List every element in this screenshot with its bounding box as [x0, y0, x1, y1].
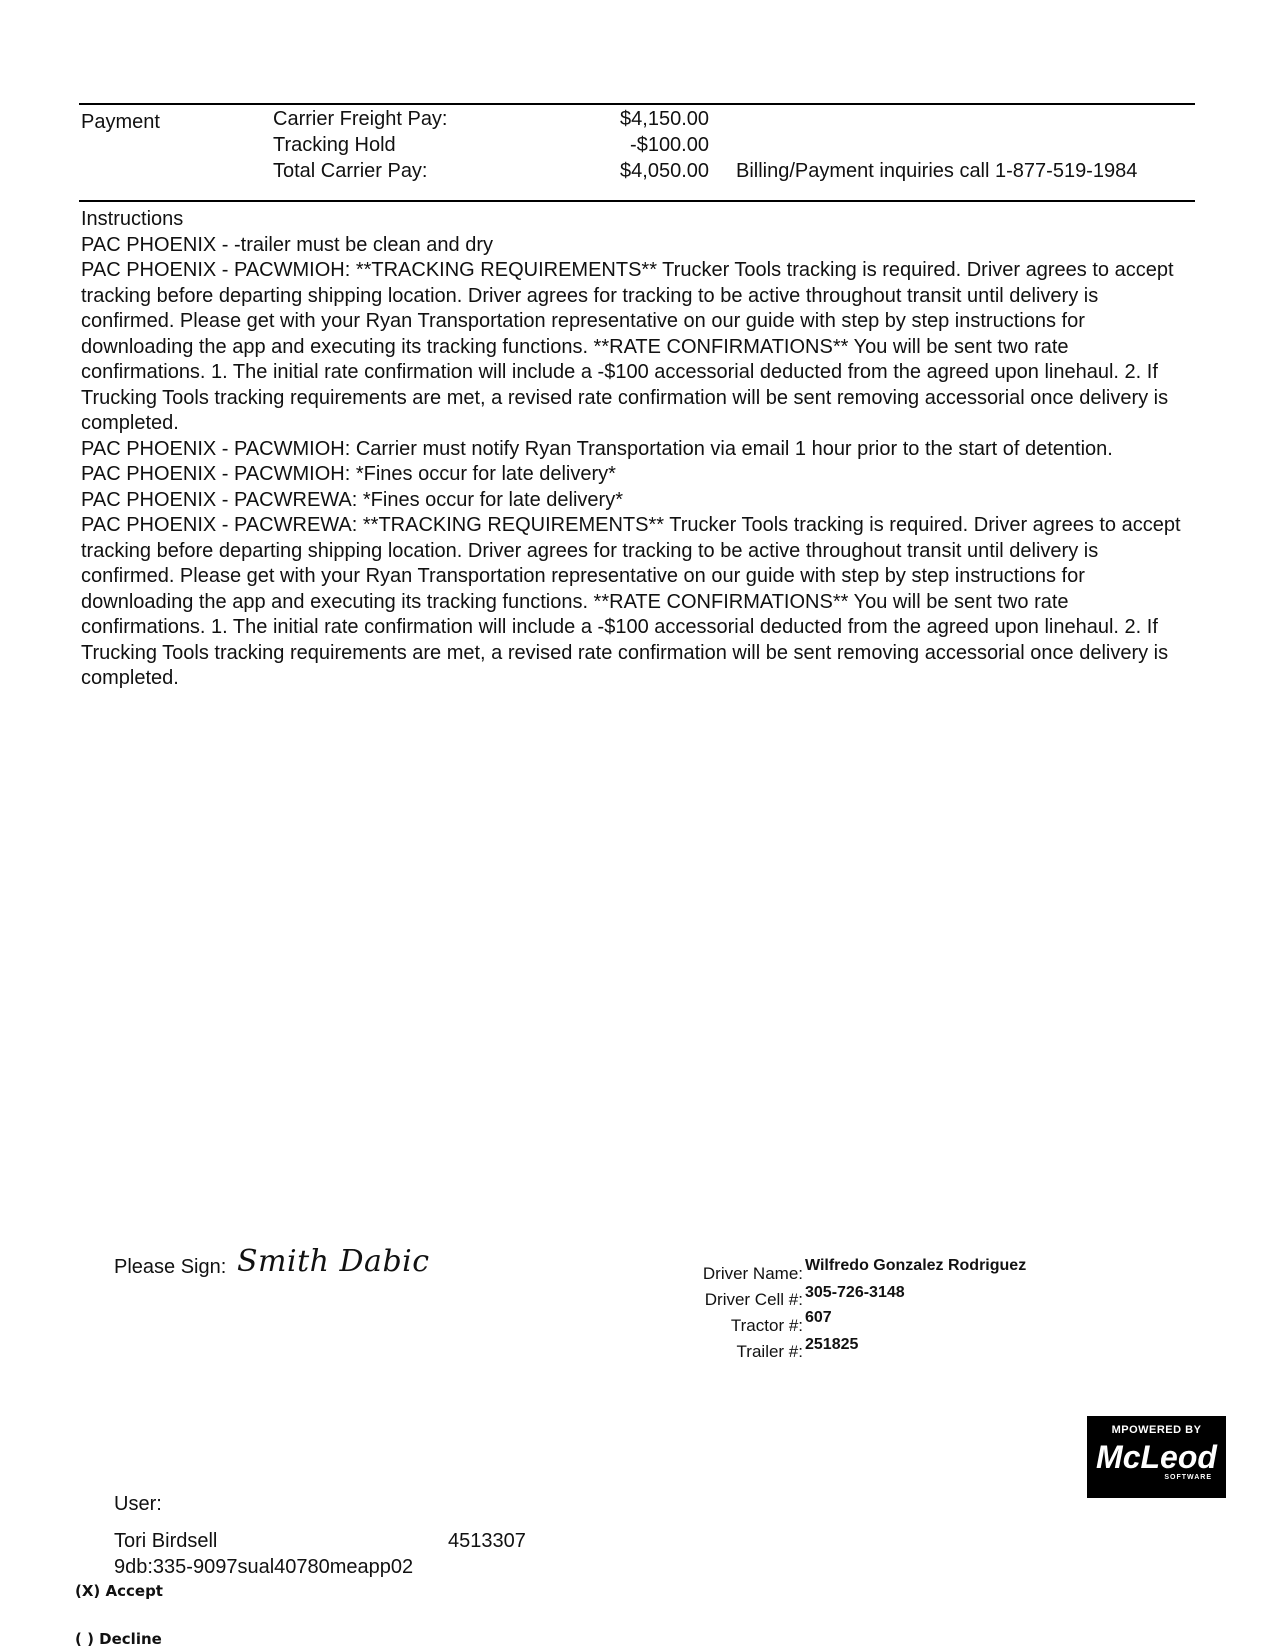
- logo-top-text: MPOWERED BY: [1111, 1424, 1202, 1436]
- user-id: 4513307: [448, 1530, 526, 1552]
- instruction-item: PAC PHOENIX - PACWMIOH: **TRACKING REQUIREMENTS** Trucker Tools tracking is required. Driver agrees to accept tracking before departing shipping location. Driver agrees for tracking to be active throughout transit until delivery is confirmed. Please get with your Ryan Transportation representative on our guide with step by step instructions for downloading the app and executing its tracking functions. **RATE CONFIRMATIONS** You will be sent two rate confirmations. 1. The initial rate confirmation will include a -$100 accessorial deducted from the agreed upon linehaul. 2. If Trucking Tools tracking requirements are met, a revised rate confirmation will be sent removing accessorial once delivery is completed.: [81, 259, 1174, 434]
- signature: Smith Dabic: [237, 1244, 430, 1279]
- carrier-freight-pay-amount: $4,150.00: [620, 108, 709, 130]
- driver-name-value: Wilfredo Gonzalez Rodriguez: [805, 1257, 1027, 1274]
- tractor-value: 607: [805, 1309, 832, 1326]
- please-sign-label: Please Sign:: [114, 1256, 227, 1278]
- accept-option[interactable]: (X) Accept: [75, 1582, 163, 1600]
- instructions-heading: Instructions: [81, 208, 184, 230]
- payment-bottom-divider: [79, 200, 1195, 202]
- tracking-hold-label: Tracking Hold: [273, 134, 396, 156]
- decline-option[interactable]: ( ) Decline: [75, 1630, 162, 1648]
- instruction-item: PAC PHOENIX - PACWMIOH: *Fines occur for late delivery*: [81, 463, 616, 485]
- tracking-hold-amount: -$100.00: [630, 134, 709, 156]
- user-name: Tori Birdsell: [114, 1530, 218, 1552]
- trailer-label: Trailer #:: [736, 1342, 803, 1361]
- total-carrier-pay-label: Total Carrier Pay:: [273, 160, 428, 182]
- carrier-freight-pay-label: Carrier Freight Pay:: [273, 108, 448, 130]
- instruction-item: PAC PHOENIX - PACWMIOH: Carrier must notify Ryan Transportation via email 1 hour prior to the start of detention.: [81, 437, 1113, 460]
- user-label: User:: [114, 1493, 162, 1515]
- mcleod-logo: [1087, 1416, 1226, 1498]
- driver-name-label: Driver Name:: [702, 1264, 803, 1283]
- driver-cell-value: 305-726-3148: [805, 1284, 905, 1301]
- logo-name: McLeod: [1096, 1439, 1217, 1475]
- instruction-item: PAC PHOENIX - -trailer must be clean and dry: [81, 233, 493, 256]
- total-carrier-pay-amount: $4,050.00: [620, 160, 709, 182]
- logo-sub-text: SOFTWARE: [1164, 1474, 1212, 1481]
- billing-inquiries-note: Billing/Payment inquiries call 1-877-519-1984: [736, 160, 1138, 182]
- payment-label: Payment: [81, 111, 160, 133]
- user-session: 9db:335-9097sual40780meapp02: [114, 1556, 414, 1578]
- instruction-item: PAC PHOENIX - PACWREWA: **TRACKING REQUIREMENTS** Trucker Tools tracking is required. Driver agrees to accept tracking before departing shipping location. Driver agrees for tracking to be active throughout transit until delivery is confirmed. Please get with your Ryan Transportation representative on our guide with step by step instructions for downloading the app and executing its tracking functions. **RATE CONFIRMATIONS** You will be sent two rate confirmations. 1. The initial rate confirmation will include a -$100 accessorial deducted from the agreed upon linehaul. 2. If Trucking Tools tracking requirements are met, a revised rate confirmation will be sent removing accessorial once delivery is completed.: [81, 514, 1181, 689]
- tractor-label: Tractor #:: [730, 1316, 803, 1335]
- driver-cell-label: Driver Cell #:: [704, 1290, 803, 1309]
- top-divider: [79, 103, 1195, 105]
- trailer-value: 251825: [805, 1336, 859, 1353]
- instructions-section: [81, 207, 1181, 692]
- instruction-item: PAC PHOENIX - PACWREWA: *Fines occur for late delivery*: [81, 488, 623, 511]
